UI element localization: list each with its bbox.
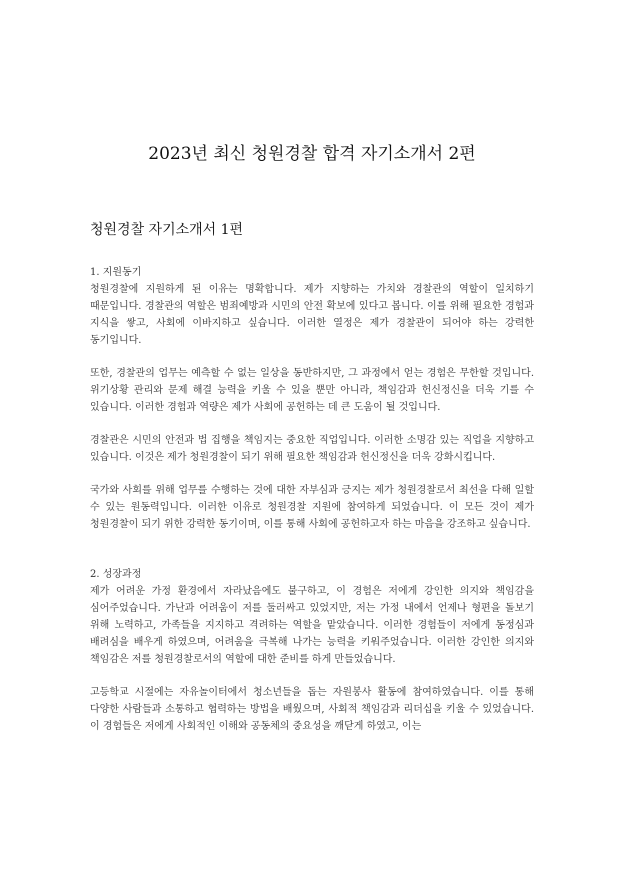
paragraph: 고등학교 시절에는 자유놀이터에서 청소년들을 돕는 자원봉사 활동에 참여하였습니다. 이를 통해 다양한 사람들과 소통하고 협력하는 방법을 배웠으며, 사회적 책임감과 리더십을 키울 수 있었습니다. 이 경험들은 저에게 사회적인 이해와 공동체의 중요성을 깨닫게 하였고, 이는: [90, 687, 534, 732]
section-heading: 2. 성장과정: [90, 569, 142, 580]
section-heading: 1. 지원동기: [90, 267, 142, 278]
paragraph: 제가 어려운 가정 환경에서 자라났음에도 불구하고, 이 경험은 저에게 강인한 의지와 책임감을 심어주었습니다. 가난과 어려움이 저를 둘러싸고 있었지만, 저는 가정 내에서 언제나 형편을 돌보기 위해 노력하고, 가족들을 지지하고 격려하는 역할을 맡았습니다. 이러한 경험들이 저에게 동정심과 배려심을 배우게 하였으며, 어려움을 극복해 나가는 능력을 키워주었습니다. 이러한 강인한 의지와 책임감은 저를 청원경찰로서의 역할에 대한 준비를 하게 만들었습니다.: [90, 586, 534, 665]
paragraph: 청원경찰에 지원하게 된 이유는 명확합니다. 제가 지향하는 가치와 경찰관의 역할이 일치하기 때문입니다. 경찰관의 역할은 범죄예방과 시민의 안전 확보에 있다고 봅니다. 이를 위해 필요한 경험과 지식을 쌓고, 사회에 이바지하고 싶습니다. 이러한 열정은 제가 경찰관이 되어야 하는 강력한 동기입니다.: [90, 284, 534, 346]
section-motivation: [90, 264, 534, 533]
section-growth: [90, 566, 534, 735]
paragraph: 국가와 사회를 위해 업무를 수행하는 것에 대한 자부심과 긍지는 제가 청원경찰로서 최선을 다해 일할 수 있는 원동력입니다. 이러한 이유로 청원경찰 지원에 참여하게 되었습니다. 이 모든 것이 제가 청원경찰이 되기 위한 강력한 동기이며, 이를 통해 사회에 공헌하고자 하는 마음을 강조하고 싶습니다.: [90, 485, 534, 530]
paragraph: 경찰관은 시민의 안전과 법 집행을 책임지는 중요한 직업입니다. 이러한 소명감 있는 직업을 지향하고 있습니다. 이것은 제가 청원경찰이 되기 위해 필요한 책임감과 헌신정신을 더욱 강화시킵니다.: [90, 435, 534, 463]
document-title: 2023년 최신 청원경찰 합격 자기소개서 2편: [148, 144, 476, 164]
document-body: [90, 264, 534, 735]
document-subtitle: 청원경찰 자기소개서 1편: [90, 222, 244, 238]
paragraph: 또한, 경찰관의 업무는 예측할 수 없는 일상을 동반하지만, 그 과정에서 얻는 경험은 무한할 것입니다. 위기상황 관리와 문제 해결 능력을 키울 수 있을 뿐만 아니라, 책임감과 헌신정신을 더욱 기를 수 있습니다. 이러한 경험과 역량은 제가 사회에 공헌하는 데 큰 도움이 될 것입니다.: [90, 368, 534, 413]
